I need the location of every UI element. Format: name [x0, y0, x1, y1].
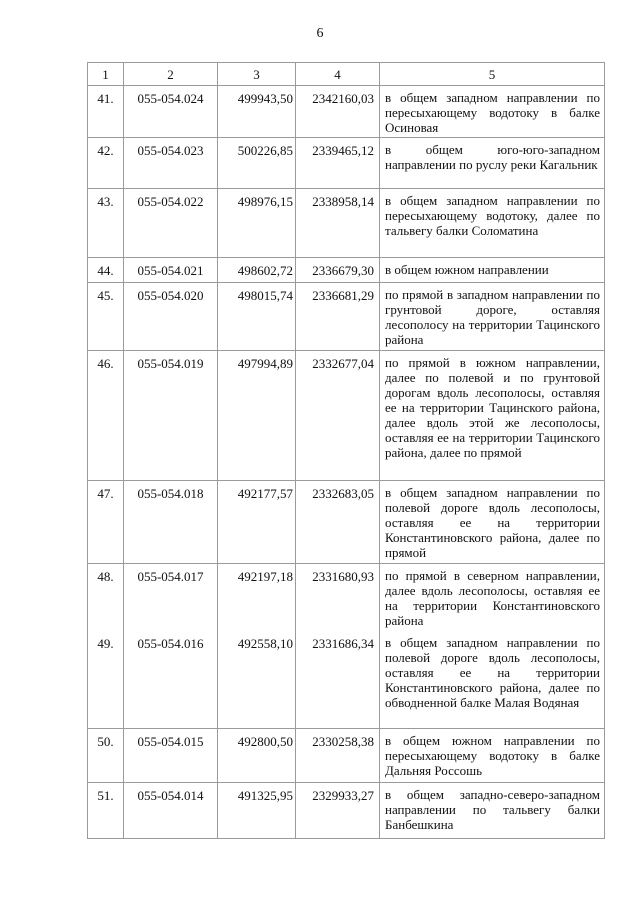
boundary-description	[380, 783, 605, 839]
header-col-4: 4	[296, 63, 380, 86]
boundary-description	[380, 729, 605, 783]
header-col-2: 2	[124, 63, 218, 86]
row-number: 44.	[88, 258, 124, 283]
coordinate-x: 492800,50	[218, 729, 296, 783]
point-code: 055-054.014	[124, 783, 218, 839]
coordinate-x: 497994,89	[218, 351, 296, 481]
table-row-pair	[88, 564, 605, 729]
row-number: 47.	[88, 481, 124, 564]
row-number: 49.	[97, 636, 114, 651]
coordinate-y: 2339465,12	[296, 138, 380, 189]
table-row	[88, 783, 605, 839]
boundary-points-table	[87, 62, 605, 839]
boundary-description	[380, 481, 605, 564]
table-row	[88, 283, 605, 351]
page-number: 6	[316, 26, 324, 41]
coordinate-x: 492177,57	[218, 481, 296, 564]
coordinate-y-pair	[296, 564, 380, 729]
point-code: 055-054.022	[124, 189, 218, 258]
header-col-1: 1	[88, 63, 124, 86]
point-code: 055-054.024	[124, 86, 218, 138]
boundary-description	[380, 283, 605, 351]
coordinate-x: 500226,85	[218, 138, 296, 189]
point-code: 055-054.019	[124, 351, 218, 481]
header-col-5: 5	[380, 63, 605, 86]
point-code: 055-054.023	[124, 138, 218, 189]
row-number: 45.	[88, 283, 124, 351]
boundary-description	[380, 138, 605, 189]
table-row	[88, 729, 605, 783]
row-number: 51.	[88, 783, 124, 839]
table-row	[88, 351, 605, 481]
coordinate-x: 492558,10	[237, 636, 293, 651]
row-number: 42.	[88, 138, 124, 189]
row-number-pair	[88, 564, 124, 729]
point-code: 055-054.018	[124, 481, 218, 564]
boundary-description	[380, 351, 605, 481]
point-code: 055-054.015	[124, 729, 218, 783]
coordinate-y: 2342160,03	[296, 86, 380, 138]
coordinate-x: 498602,72	[218, 258, 296, 283]
coordinate-y: 2331680,93	[312, 569, 374, 584]
coordinate-y: 2332677,04	[296, 351, 380, 481]
coordinate-x: 499943,50	[218, 86, 296, 138]
description-text: в общем южном направлении по пересыхающему водотоку в балке Дальняя Россошь	[385, 733, 600, 778]
row-number: 48.	[97, 569, 114, 584]
description-text: по прямой в северном направлении, далее вдоль лесополосы, оставляя ее на территории Константиновского района	[385, 568, 600, 628]
point-code-pair	[124, 564, 218, 729]
description-text: в общем западном направлении по полевой дороге вдоль лесополосы, оставляя ее на территории Константиновского района, далее по обводненной балке Малая Водяная	[385, 635, 600, 710]
point-code: 055-054.020	[124, 283, 218, 351]
description-text: в общем юго-юго-западном направлении по руслу реки Кагальник	[385, 142, 600, 172]
description-text: по прямой в западном направлении по грунтовой дороге, оставляя лесополосу на территории Тацинского района	[385, 287, 600, 347]
table-row	[88, 481, 605, 564]
coordinate-y: 2332683,05	[296, 481, 380, 564]
point-code: 055-054.016	[137, 636, 204, 651]
boundary-description-pair	[380, 564, 605, 729]
row-number: 43.	[88, 189, 124, 258]
table-header-row	[88, 63, 605, 86]
description-text: по прямой в южном направлении, далее по полевой и по грунтовой дорогам вдоль лесополосы, оставляя ее на территории Тацинского района, далее вдоль этой же лесополосы, оставляя ее на территории Тацинского района, далее по прямой	[385, 355, 600, 460]
point-code: 055-054.017	[137, 569, 204, 584]
header-col-3: 3	[218, 63, 296, 86]
coordinate-x: 498976,15	[218, 189, 296, 258]
boundary-description	[380, 86, 605, 138]
boundary-description	[380, 258, 605, 283]
point-code: 055-054.021	[124, 258, 218, 283]
coordinate-y: 2336681,29	[296, 283, 380, 351]
coordinate-y: 2329933,27	[296, 783, 380, 839]
coordinate-y: 2336679,30	[296, 258, 380, 283]
table-row	[88, 138, 605, 189]
boundary-description	[380, 189, 605, 258]
row-number: 50.	[88, 729, 124, 783]
table-row	[88, 86, 605, 138]
coordinate-y: 2331686,34	[312, 636, 374, 651]
description-text: в общем южном направлении	[385, 262, 549, 277]
coordinate-x: 492197,18	[237, 569, 293, 584]
coordinate-x: 491325,95	[218, 783, 296, 839]
coordinate-y: 2338958,14	[296, 189, 380, 258]
description-text: в общем западном направлении по пересыхающему водотоку в балке Осиновая	[385, 90, 600, 135]
description-text: в общем западном направлении по полевой дороге вдоль лесополосы, оставляя ее на территории Константиновского района, далее по прямой	[385, 485, 600, 560]
row-number: 46.	[88, 351, 124, 481]
description-text: в общем западном направлении по пересыхающему водотоку, далее по тальвегу балки Соломатина	[385, 193, 600, 238]
table-row	[88, 258, 605, 283]
row-number: 41.	[88, 86, 124, 138]
coordinate-y: 2330258,38	[296, 729, 380, 783]
coordinate-x: 498015,74	[218, 283, 296, 351]
coordinate-x-pair	[218, 564, 296, 729]
description-text: в общем западно-северо-западном направлении по тальвегу балки Банбешкина	[385, 787, 600, 832]
table-row	[88, 189, 605, 258]
